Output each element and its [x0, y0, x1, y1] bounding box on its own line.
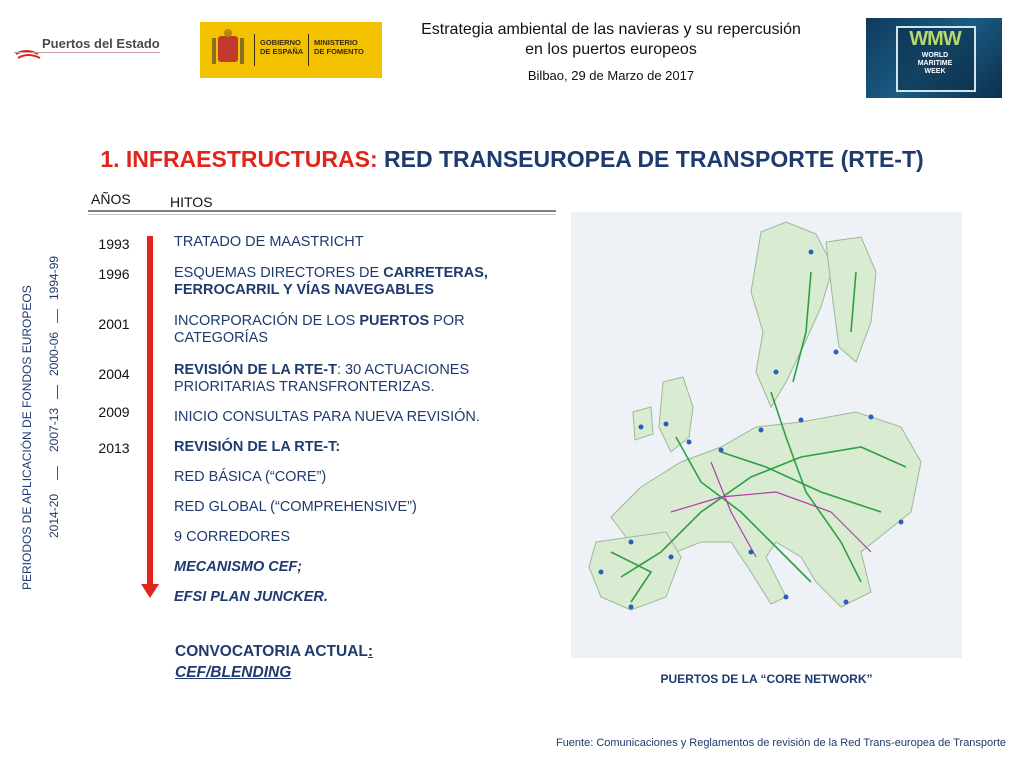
milestone-revision-2004: [174, 362, 564, 396]
slide-title: [0, 146, 1024, 173]
slide-title-rest: RED TRANSEUROPEA DE TRANSPORTE (RTE-T): [384, 146, 924, 172]
milestone-red-global: RED GLOBAL (“COMPREHENSIVE”): [174, 499, 417, 515]
milestone-puertos-bold: PUERTOS: [359, 313, 430, 329]
milestone-efsi: EFSI PLAN JUNCKER.: [174, 589, 328, 605]
milestone-puertos-text: INCORPORACIÓN DE LOS: [174, 313, 360, 329]
period-1994-99: 1994-99: [47, 255, 61, 300]
milestone-red-basica: RED BÁSICA (“CORE”): [174, 469, 327, 485]
wmw-word3: WEEK: [924, 68, 946, 75]
header-divider: [88, 210, 556, 212]
milestone-revision-2013: REVISIÓN DE LA RTE-T:: [174, 439, 341, 455]
source-footer: Fuente: Comunicaciones y Reglamentos de revisión de la Red Trans-europea de Transporte: [555, 737, 1006, 749]
convocatoria-colon: :: [367, 643, 374, 660]
year-2001: 2001: [98, 316, 130, 332]
period-separator: [57, 385, 58, 399]
puertos-logo-text: Puertos del Estado: [42, 36, 160, 51]
milestone-revision-text: : 30 ACTUACIONES: [337, 362, 470, 378]
world-maritime-week-logo: [866, 18, 1002, 98]
puertos-emblem-icon: [14, 30, 44, 62]
year-2009: 2009: [98, 404, 130, 420]
year-2013: 2013: [98, 440, 130, 456]
timeline-arrow: [147, 236, 153, 586]
presentation-date: Bilbao, 29 de Marzo de 2017: [527, 68, 695, 83]
convocatoria-actual: [175, 641, 373, 683]
milestone-puertos-text2: POR: [429, 313, 465, 329]
europe-core-network-map: [571, 212, 962, 658]
milestone-esquemas: [174, 265, 564, 299]
milestone-esquemas-bold: CARRETERAS,: [383, 265, 488, 281]
milestone-cef: MECANISMO CEF;: [174, 559, 303, 575]
funding-periods-label: PERIODOS DE APLICACIÓN DE FONDOS EUROPEOS: [20, 285, 34, 590]
gobierno-espana-logo: [200, 22, 382, 78]
milestone-esquemas-text: ESQUEMAS DIRECTORES DE: [174, 265, 384, 281]
milestone-maastricht: TRATADO DE MAASTRICHT: [174, 234, 364, 250]
ministerio-line2: DE FOMENTO: [314, 47, 364, 56]
milestone-consultas: INICIO CONSULTAS PARA NUEVA REVISIÓN.: [174, 409, 480, 425]
gobierno-line1: GOBIERNO: [260, 38, 301, 47]
coat-of-arms-icon: [210, 28, 246, 72]
wmw-word2: MARITIME: [917, 60, 953, 67]
milestone-revision-bold: REVISIÓN DE LA RTE-T: [174, 362, 337, 378]
wmw-word1: WORLD: [921, 52, 949, 59]
milestone-puertos: [174, 313, 564, 347]
years-header: AÑOS: [91, 191, 131, 207]
presentation-title-line1: Estrategia ambiental de las navieras y su repercusión: [421, 21, 801, 38]
map-caption: PUERTOS DE LA “CORE NETWORK”: [660, 672, 873, 686]
period-separator: [57, 466, 58, 480]
milestones-header: HITOS: [170, 194, 213, 210]
timeline-arrow-head: [141, 584, 159, 598]
convocatoria-value: CEF/BLENDING: [175, 664, 292, 681]
gobierno-line2: DE ESPAÑA: [260, 47, 304, 56]
period-2007-13: 2007-13: [47, 407, 61, 452]
presentation-title-line2: en los puertos europeos: [525, 41, 697, 58]
year-2004: 2004: [98, 366, 130, 382]
year-1996: 1996: [98, 266, 130, 282]
ministerio-line1: MINISTERIO: [314, 38, 358, 47]
milestone-revision-text2: PRIORITARIAS TRANSFRONTERIZAS.: [174, 379, 435, 395]
period-2000-06: 2000-06: [47, 331, 61, 376]
puertos-del-estado-logo: [14, 30, 160, 62]
slide-title-prefix: 1. INFRAESTRUCTURAS:: [100, 146, 384, 172]
period-2014-20: 2014-20: [47, 493, 61, 538]
milestone-esquemas-bold2: FERROCARRIL Y VÍAS NAVEGABLES: [174, 282, 434, 298]
wmw-letters: WMW: [909, 28, 961, 50]
milestone-puertos-text3: CATEGORÍAS: [174, 330, 268, 346]
milestone-corredores: 9 CORREDORES: [174, 529, 291, 545]
presentation-title: [384, 20, 838, 60]
period-separator: [57, 309, 58, 323]
europe-map-graphic: [571, 212, 962, 658]
header-divider-shadow: [88, 214, 556, 215]
convocatoria-label: CONVOCATORIA ACTUAL: [175, 643, 368, 660]
year-1993: 1993: [98, 236, 130, 252]
